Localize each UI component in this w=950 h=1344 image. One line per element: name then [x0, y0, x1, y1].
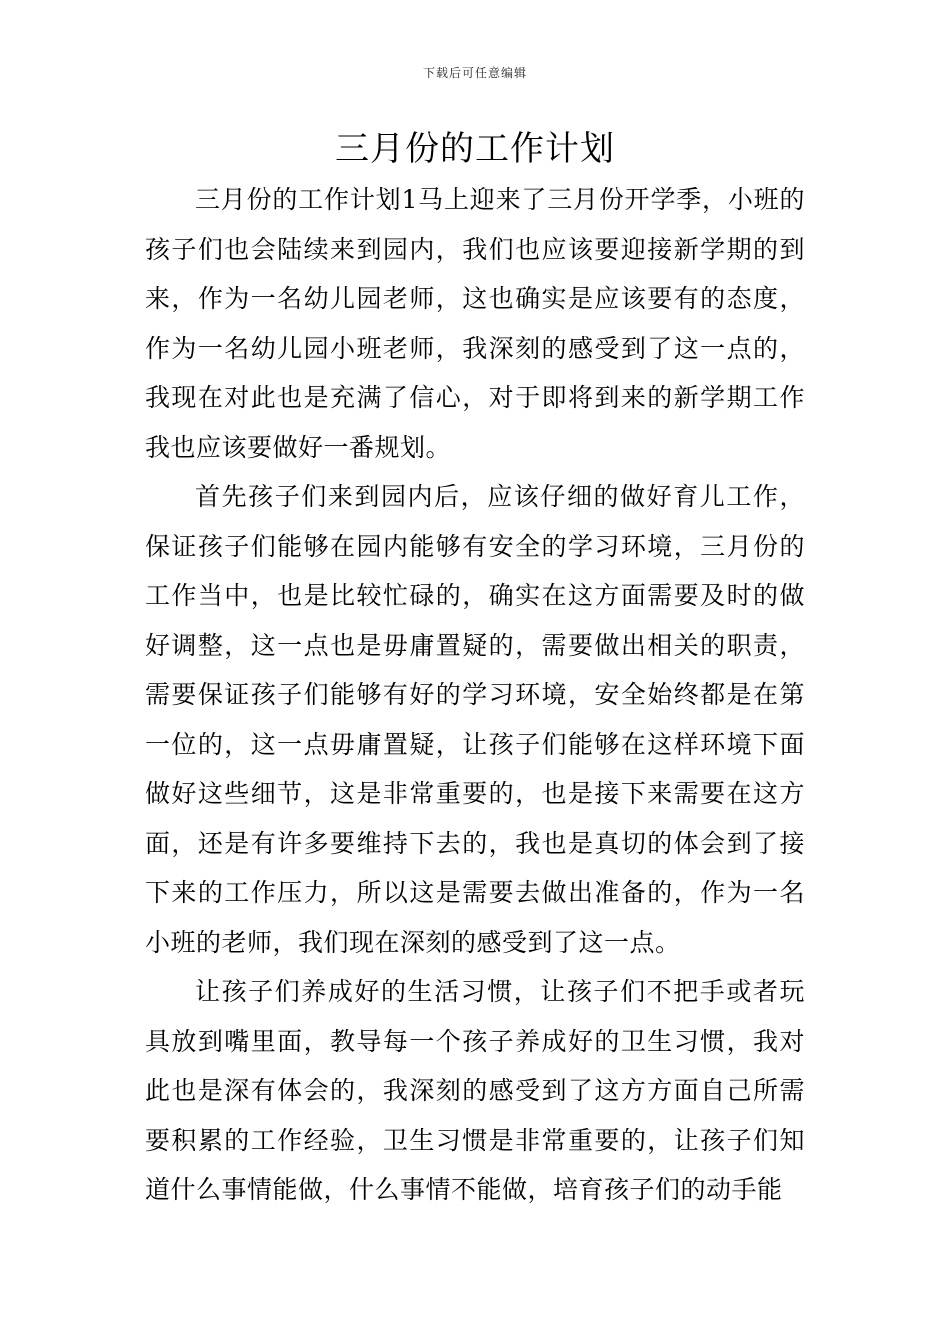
- paragraph-2: 首先孩子们来到园内后，应该仔细的做好育儿工作，保证孩子们能够在园内能够有安全的学习环境，三月份的工作当中，也是比较忙碌的，确实在这方面需要及时的做好调整，这一点也是毋庸置疑的，需要做出相关的职责，需要保证孩子们能够有好的学习环境，安全始终都是在第一位的，这一点毋庸置疑，让孩子们能够在这样环境下面做好这些细节，这是非常重要的，也是接下来需要在这方面，还是有许多要维持下去的，我也是真切的体会到了接下来的工作压力，所以这是需要去做出准备的，作为一名小班的老师，我们现在深刻的感受到了这一点。: [145, 482, 805, 957]
- document-title: 三月份的工作计划: [335, 129, 615, 169]
- paragraph-1: 三月份的工作计划1马上迎来了三月份开学季，小班的孩子们也会陆续来到园内，我们也应该要迎接新学期的到来，作为一名幼儿园老师，这也确实是应该要有的态度，作为一名幼儿园小班老师，我深刻的感受到了这一点的，我现在对此也是充满了信心，对于即将到来的新学期工作我也应该要做好一番规划。: [145, 185, 805, 462]
- header-note: 下载后可任意编辑: [422, 66, 527, 80]
- document-body: [145, 175, 805, 1215]
- paragraph-3: 让孩子们养成好的生活习惯，让孩子们不把手或者玩具放到嘴里面，教导每一个孩子养成好的卫生习惯，我对此也是深有体会的，我深刻的感受到了这方方面自己所需要积累的工作经验，卫生习惯是非常重要的，让孩子们知道什么事情能做，什么事情不能做，培育孩子们的动手能: [145, 977, 805, 1204]
